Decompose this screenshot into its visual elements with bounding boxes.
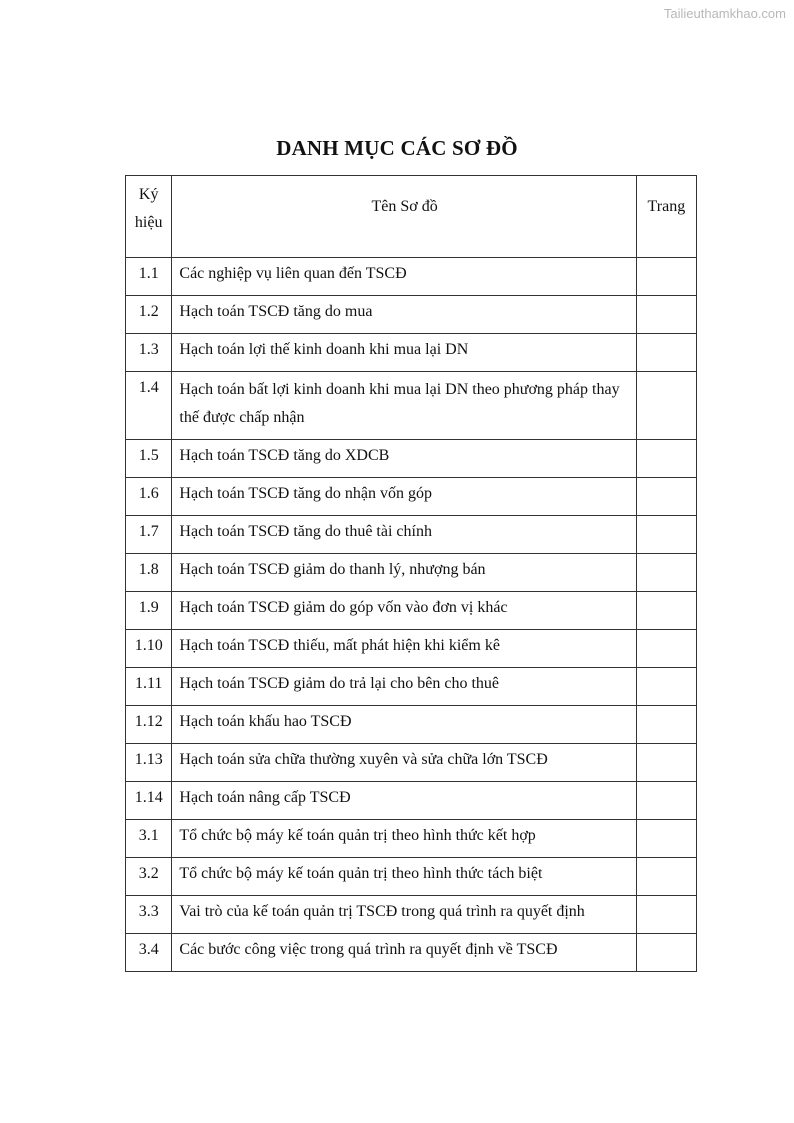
row-page bbox=[636, 782, 696, 820]
row-code: 1.14 bbox=[126, 782, 172, 820]
row-code: 1.12 bbox=[126, 706, 172, 744]
table-row bbox=[126, 592, 697, 630]
row-code: 1.2 bbox=[126, 296, 172, 334]
header-name: Tên Sơ đồ bbox=[172, 176, 636, 258]
header-code-line1: Ký bbox=[138, 186, 159, 203]
row-name: Hạch toán nâng cấp TSCĐ bbox=[172, 782, 636, 820]
diagram-list-table bbox=[125, 175, 697, 972]
row-page bbox=[636, 296, 696, 334]
table-row bbox=[126, 782, 697, 820]
table-row bbox=[126, 334, 697, 372]
row-name: Vai trò của kế toán quản trị TSCĐ trong quá trình ra quyết định bbox=[172, 896, 636, 934]
table-row bbox=[126, 372, 697, 440]
row-name: Hạch toán TSCĐ tăng do mua bbox=[172, 296, 636, 334]
row-page bbox=[636, 334, 696, 372]
table-row bbox=[126, 478, 697, 516]
row-name: Hạch toán TSCĐ tăng do XDCB bbox=[172, 440, 636, 478]
table-row bbox=[126, 258, 697, 296]
row-page bbox=[636, 630, 696, 668]
row-code: 1.11 bbox=[126, 668, 172, 706]
row-page bbox=[636, 858, 696, 896]
row-page bbox=[636, 372, 696, 440]
table-row bbox=[126, 744, 697, 782]
row-page bbox=[636, 258, 696, 296]
table-row bbox=[126, 516, 697, 554]
row-code: 3.2 bbox=[126, 858, 172, 896]
header-page: Trang bbox=[636, 176, 696, 258]
row-code: 3.1 bbox=[126, 820, 172, 858]
row-name: Hạch toán lợi thế kinh doanh khi mua lại DN bbox=[172, 334, 636, 372]
row-name: Hạch toán TSCĐ tăng do thuê tài chính bbox=[172, 516, 636, 554]
row-name: Các bước công việc trong quá trình ra quyết định về TSCĐ bbox=[172, 934, 636, 972]
row-name: Các nghiệp vụ liên quan đến TSCĐ bbox=[172, 258, 636, 296]
row-page bbox=[636, 554, 696, 592]
row-name: Hạch toán bất lợi kinh doanh khi mua lại DN theo phương pháp thay thế được chấp nhận bbox=[172, 372, 636, 440]
row-name: Hạch toán TSCĐ thiếu, mất phát hiện khi kiểm kê bbox=[172, 630, 636, 668]
table-row bbox=[126, 820, 697, 858]
table-row bbox=[126, 706, 697, 744]
row-page bbox=[636, 668, 696, 706]
table-row bbox=[126, 668, 697, 706]
table-row bbox=[126, 934, 697, 972]
row-page bbox=[636, 934, 696, 972]
table-row bbox=[126, 554, 697, 592]
row-page bbox=[636, 706, 696, 744]
table-row bbox=[126, 630, 697, 668]
row-name: Tổ chức bộ máy kế toán quản trị theo hình thức kết hợp bbox=[172, 820, 636, 858]
row-name: Hạch toán sửa chữa thường xuyên và sửa chữa lớn TSCĐ bbox=[172, 744, 636, 782]
row-name: Hạch toán TSCĐ giảm do góp vốn vào đơn vị khác bbox=[172, 592, 636, 630]
row-name: Hạch toán TSCĐ giảm do thanh lý, nhượng bán bbox=[172, 554, 636, 592]
row-code: 1.1 bbox=[126, 258, 172, 296]
row-code: 1.6 bbox=[126, 478, 172, 516]
row-name: Hạch toán TSCĐ tăng do nhận vốn góp bbox=[172, 478, 636, 516]
row-page bbox=[636, 516, 696, 554]
table-row bbox=[126, 440, 697, 478]
header-code-line2: hiệu bbox=[134, 214, 163, 231]
row-name: Tổ chức bộ máy kế toán quản trị theo hình thức tách biệt bbox=[172, 858, 636, 896]
row-code: 1.13 bbox=[126, 744, 172, 782]
row-code: 3.3 bbox=[126, 896, 172, 934]
page-title: DANH MỤC CÁC SƠ ĐỒ bbox=[276, 136, 518, 160]
row-page bbox=[636, 592, 696, 630]
row-code: 1.9 bbox=[126, 592, 172, 630]
table-row bbox=[126, 296, 697, 334]
row-page bbox=[636, 440, 696, 478]
row-code: 3.4 bbox=[126, 934, 172, 972]
row-code: 1.8 bbox=[126, 554, 172, 592]
row-page bbox=[636, 820, 696, 858]
table-row bbox=[126, 858, 697, 896]
row-code: 1.3 bbox=[126, 334, 172, 372]
row-page bbox=[636, 896, 696, 934]
table-header-row bbox=[126, 176, 697, 258]
row-page bbox=[636, 478, 696, 516]
row-name: Hạch toán TSCĐ giảm do trả lại cho bên cho thuê bbox=[172, 668, 636, 706]
row-code: 1.5 bbox=[126, 440, 172, 478]
row-code: 1.4 bbox=[126, 372, 172, 440]
row-code: 1.7 bbox=[126, 516, 172, 554]
header-code bbox=[126, 176, 172, 258]
table-row bbox=[126, 896, 697, 934]
watermark: Tailieuthamkhao.com bbox=[663, 6, 786, 21]
row-name: Hạch toán khấu hao TSCĐ bbox=[172, 706, 636, 744]
row-page bbox=[636, 744, 696, 782]
row-code: 1.10 bbox=[126, 630, 172, 668]
